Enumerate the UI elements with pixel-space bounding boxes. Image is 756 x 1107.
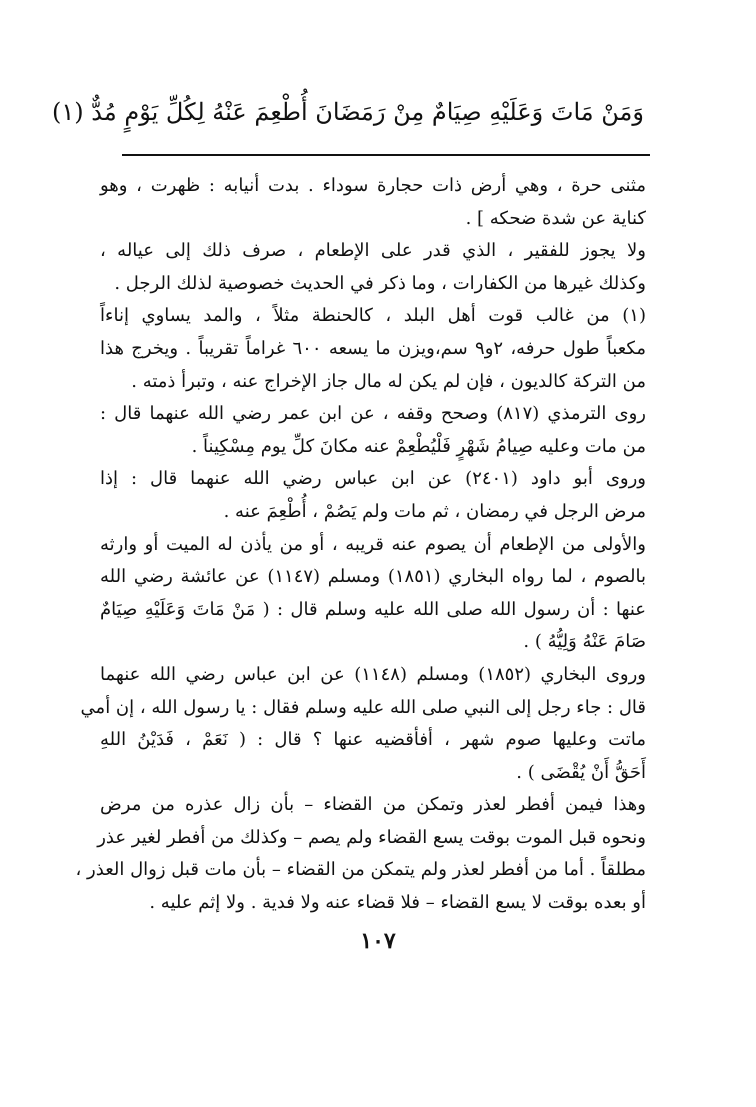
commentary-line: مرض الرجل في رمضان ، ثم مات ولم يَصُمْ ، أُطْعِمَ عنه .: [223, 500, 646, 522]
commentary-line: ولا يجوز للفقير ، الذي قدر على الإطعام ، صرف ذلك إلى عياله ،: [100, 240, 646, 262]
commentary-line: كناية عن شدة ضحكه ] .: [465, 207, 646, 229]
commentary-line: أو بعده بوقت لا يسع القضاء – فلا قضاء عنه ولا فدية . ولا إثم عليه .: [149, 892, 646, 914]
commentary-line: وروى أبو داود (٢٤٠١) عن ابن عباس رضي الله عنهما قال : إذا: [100, 468, 647, 490]
commentary-line: مثنى حرة ، وهي أرض ذات حجارة سوداء . بدت أنيابه : ظهرت ، وهو: [100, 175, 646, 196]
commentary-line: ونحوه قبل الموت بوقت يسع القضاء ولم يصم – وكذلك من أفطر لغير عذر: [97, 826, 646, 848]
commentary-line: وكذلك غيرها من الكفارات ، وما ذكر في الحديث خصوصية لذلك الرجل .: [114, 272, 646, 294]
page-number: ١٠٧: [360, 928, 396, 954]
commentary-line: مطلقاً . أما من أفطر لعذر ولم يتمكن من القضاء – بأن مات قبل زوال العذر ،: [75, 859, 646, 881]
separator-rule: [122, 154, 650, 156]
commentary-line: صَامَ عَنْهُ وَلِيُّهُ ) .: [523, 631, 646, 653]
commentary-line: روى الترمذي (٨١٧) وصحح وقفه ، عن ابن عمر رضي الله عنهما قال :: [100, 403, 646, 425]
commentary-line: وروى البخاري (١٨٥٢) ومسلم (١١٤٨) عن ابن عباس رضي الله عنهما: [100, 663, 646, 685]
commentary-line: بالصوم ، لما رواه البخاري (١٨٥١) ومسلم (١١٤٧) عن عائشة رضي الله: [100, 566, 647, 588]
commentary-line: (١) من غالب قوت أهل البلد ، كالحنطة مثلاً ، والمد يساوي إناءاً: [100, 305, 646, 327]
commentary-line: مكعباً طول حرفه، ٢و٩ سم،ويزن ما يسعه ٦٠٠ غراماً تقريباً . ويخرج هذا: [100, 337, 646, 359]
commentary-block: [75, 170, 647, 920]
matn-text: وَمَنْ مَاتَ وَعَلَيْهِ صِيَامٌ مِنْ رَمَضَانَ أُطْعِمَ عَنْهُ لِكُلِّ يَوْمٍ مُدٌّ (١): [52, 98, 644, 126]
commentary-line: والأولى من الإطعام أن يصوم عنه قريبه ، أو من يأذن له الميت أو وارثه: [100, 533, 646, 555]
commentary-line: ماتت وعليها صوم شهر ، أفأقضيه عنها ؟ قال : ( نَعَمْ ، فَدَيْنُ اللهِ: [100, 729, 646, 751]
commentary-line: قال : جاء رجل إلى النبي صلى الله عليه وسلم فقال : يا رسول الله ، إن أمي: [80, 696, 646, 718]
commentary-line: من التركة كالديون ، فإن لم يكن له مال جاز الإخراج عنه ، وتبرأ ذمته .: [131, 370, 646, 392]
commentary-line: أَحَقُّ أَنْ يُقْضَى ) .: [516, 761, 646, 783]
commentary-line: عنها : أن رسول الله صلى الله عليه وسلم قال : ( مَنْ مَاتَ وَعَلَيْهِ صِيَامٌ: [100, 598, 646, 620]
commentary-line: وهذا فيمن أفطر لعذر وتمكن من القضاء – بأن زال عذره من مرض: [100, 794, 646, 816]
commentary-line: من مات وعليه صِيامُ شَهْرٍ فَلْيُطْعِمْ عنه مكانَ كلِّ يوم مِسْكِيناً .: [191, 435, 646, 457]
